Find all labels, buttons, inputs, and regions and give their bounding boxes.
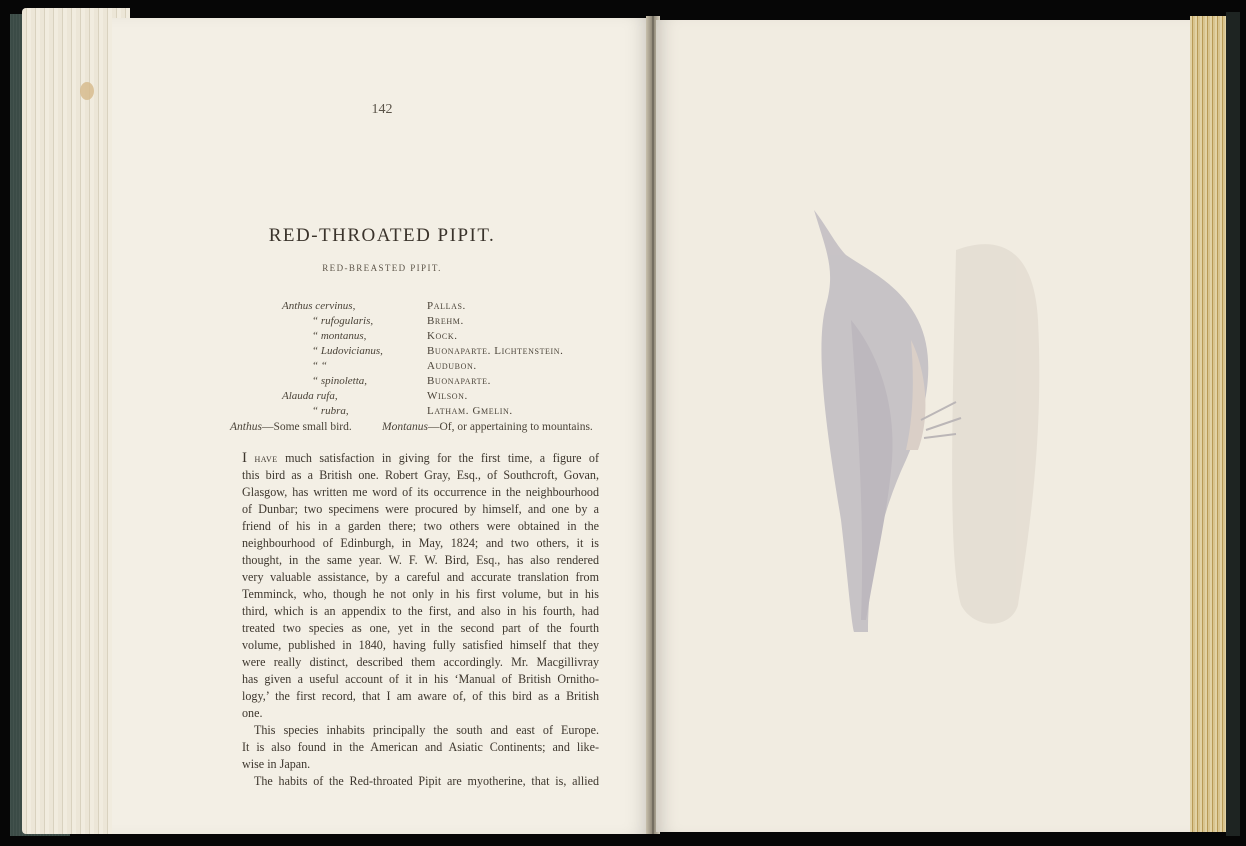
synonym-name: “ rubra, — [312, 405, 349, 417]
body-line: treated two species as one, yet in the second part of the fourth — [242, 621, 599, 635]
synonym-authority: Buonaparte. — [427, 375, 491, 387]
synonym-name: Alauda rufa, — [282, 390, 338, 402]
synonym-authority: Audubon. — [427, 360, 477, 372]
right-page — [656, 20, 1196, 832]
etymology-definition: —Of, or appertaining to mountains. — [428, 421, 593, 433]
drop-word: I — [242, 450, 247, 466]
synonym-name: “ montanus, — [312, 330, 367, 342]
body-line: This species inhabits principally the south and east of Europe. — [254, 723, 599, 737]
page-number: 142 — [371, 102, 393, 117]
body-line: friend of his in a garden there; two others were obtained in the — [242, 519, 599, 533]
right-page-edges — [1190, 16, 1230, 832]
synonym-row — [282, 315, 602, 330]
synonym-name: “ Ludovicianus, — [312, 345, 383, 357]
paper-stain — [80, 82, 94, 100]
etymology-term: Anthus — [230, 421, 262, 433]
body-line: very valuable assistance, by a careful and accurate translation from — [242, 570, 599, 584]
synonym-authority: Pallas. — [427, 300, 466, 312]
branch-shape — [952, 244, 1039, 624]
body-line: has given a useful account of it in his ‘Manual of British Ornitho- — [242, 672, 599, 686]
body-line: one. — [242, 706, 263, 720]
synonym-name: “ rufogularis, — [312, 315, 374, 327]
synonym-authority: Kock. — [427, 330, 458, 342]
body-line: wise in Japan. — [242, 757, 311, 771]
synonym-row — [282, 375, 602, 390]
synonym-name: “ spinoletta, — [312, 375, 368, 387]
right-cover-board — [1226, 12, 1240, 836]
body-line: were really distinct, described them accordingly. Mr. Macgillivray — [242, 655, 599, 669]
etymology-anthus — [230, 421, 352, 433]
synonym-name: Anthus cervinus, — [282, 300, 356, 312]
synonym-row — [282, 360, 602, 375]
body-line: thought, in the same year. W. F. W. Bird, Esq., has also rendered — [242, 553, 599, 567]
bird-plate-illustration — [656, 20, 1196, 832]
body-line: logy,’ the first record, that I am aware of, of this bird as a British — [242, 689, 599, 703]
smallcaps-word: have — [254, 451, 278, 465]
synonym-row — [282, 330, 602, 345]
synonym-row — [282, 345, 602, 360]
body-line: volume, published in 1840, having fully satisfied himself that they — [242, 638, 599, 652]
synonym-authority: Buonaparte. Lichtenstein. — [427, 345, 564, 357]
left-page — [112, 18, 652, 834]
body-line: third, which is an appendix to the first, and also in his fourth, had — [242, 604, 599, 618]
synonym-row — [282, 390, 602, 405]
etymology-montanus — [382, 421, 593, 433]
etymology-term: Montanus — [382, 421, 428, 433]
body-line: neighbourhood of Edinburgh, in May, 1824; and two others, it is — [242, 536, 599, 550]
synonym-name: “ “ — [312, 360, 327, 372]
etymology-definition: —Some small bird. — [261, 421, 352, 433]
page-title: RED-THROATED PIPIT. — [268, 225, 496, 246]
synonym-authority: Brehm. — [427, 315, 464, 327]
body-line: Glasgow, has written me word of its occurrence in the neighbourhood — [242, 485, 599, 499]
body-line: Temminck, who, though he not only in his first volume, but in his — [242, 587, 599, 601]
body-line: It is also found in the American and Asiatic Continents; and like- — [242, 740, 599, 754]
synonym-authority: Wilson. — [427, 390, 468, 402]
body-line-text: much satisfaction in giving for the first time, a figure of — [285, 451, 599, 465]
body-line: The habits of the Red-throated Pipit are myotherine, that is, allied — [254, 774, 599, 788]
body-line — [242, 450, 599, 467]
synonym-authority: Latham. Gmelin. — [427, 405, 513, 417]
body-line: this bird as a British one. Robert Gray, Esq., of Southcroft, Govan, — [242, 468, 599, 482]
body-line: of Dunbar; two specimens were procured by himself, and one by a — [242, 502, 599, 516]
synonym-row — [282, 300, 602, 315]
page-subtitle: RED-BREASTED PIPIT. — [322, 263, 442, 273]
synonym-row — [282, 405, 602, 420]
